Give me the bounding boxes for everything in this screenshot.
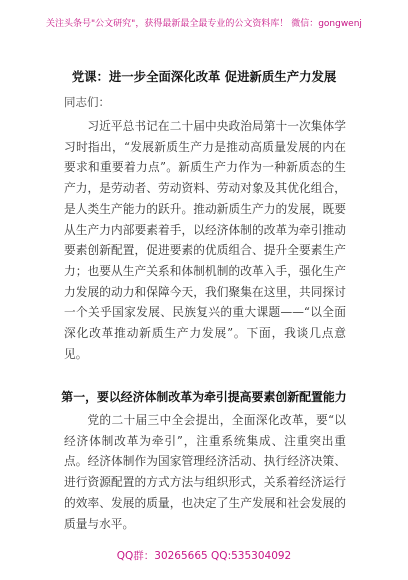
header-notice: 关注头条号"公文研究"，获得最新最全最专业的公文资料库！ 微信：gongwenj xyxy=(46,19,362,29)
footer-contact: QQ群：30265665 QQ:535304092 xyxy=(116,550,292,562)
section-heading: 第一，要以经济体制改革为牵引提高要素创新配置能力 xyxy=(61,390,347,404)
paragraph-intro: 习近平总书记在二十届中央政治局第十一次集体学习时指出，“发展新质生产力是推动高质量发展的内在要求和重要着力点”。新质生产力作为一种新质态的生产力，是劳动者、劳动资料、劳动对象及其优化组合，是人类生产能力的跃升。推动新质生产力的发展，既要从生产力内部要素着手，以经济体制的改革为牵引推动要素创新配置，促进要素的优质组合、提升全要素生产力；也要从生产关系和体制机制的改革入手，强化生产力发展的动力和保障今天，我们聚集在这里，共同探讨一个关乎国家发展、民族复兴的重大课题——“以全面深化改革推动新质生产力发展”。下面，我谈几点意见。 xyxy=(64,119,346,361)
paragraph-section-one: 党的二十届三中全会提出，全面深化改革，要“以经济体制改革为牵引”，注重系统集成、注重突出重点。经济体制作为国家管理经济活动、执行经济决策、进行资源配置的方式方法与组织形式，关系着经济运行的效率、发展的质量，也决定了生产发展和社会发展的质量与水平。 xyxy=(64,413,346,531)
greeting: 同志们： xyxy=(64,95,110,109)
document-title: 党课：进一步全面深化改革 促进新质生产力发展 xyxy=(71,69,337,84)
